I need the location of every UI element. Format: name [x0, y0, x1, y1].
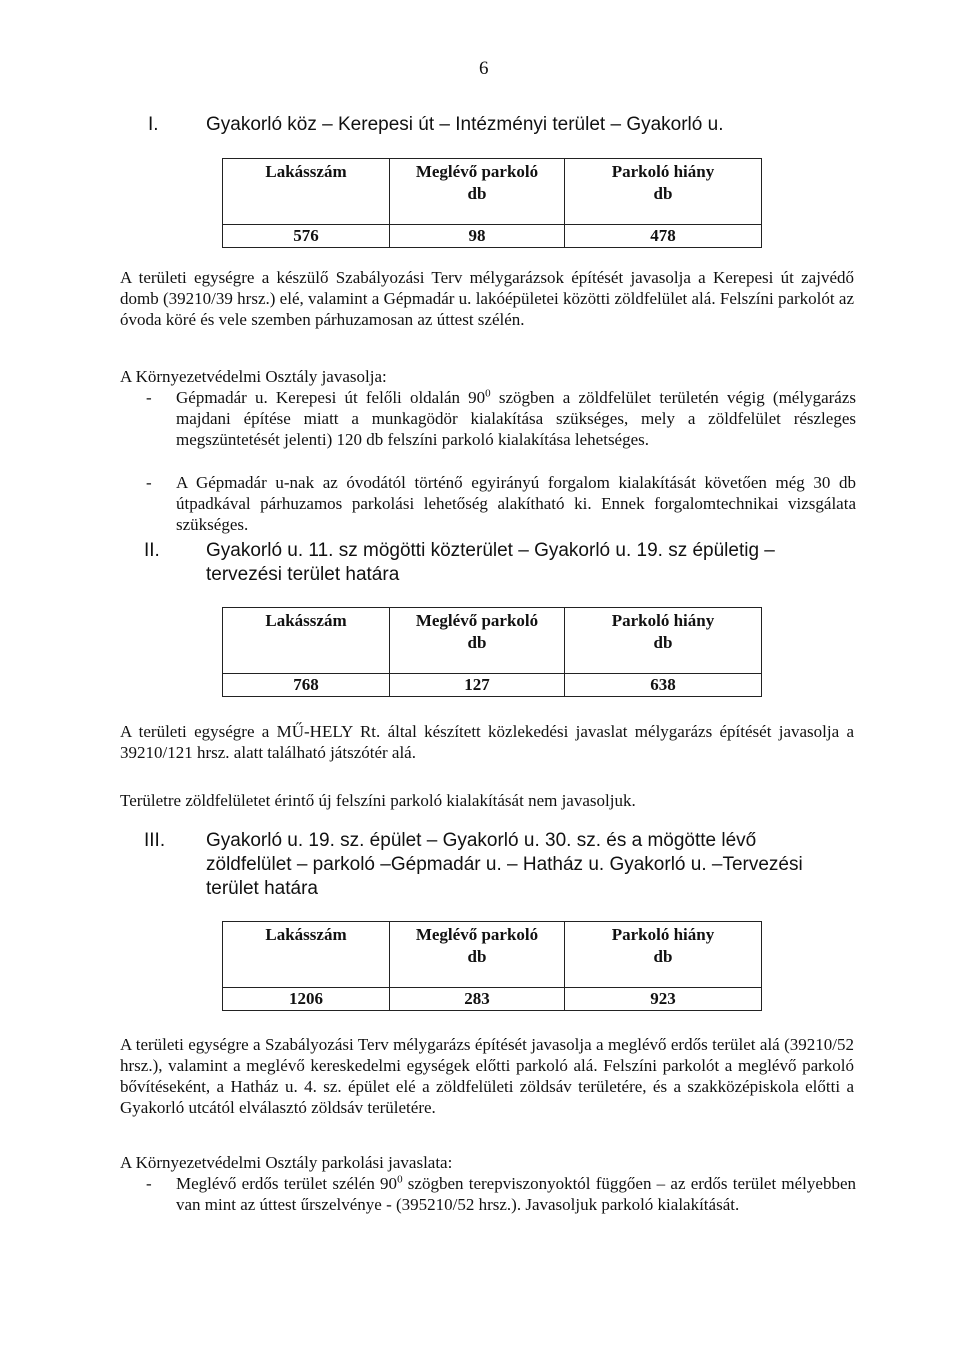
section1-env-heading: A Környezetvédelmi Osztály javasolja:	[120, 367, 387, 386]
section3-title-line3: terület határa	[206, 878, 318, 899]
bullet-dash: -	[146, 1174, 152, 1193]
section2-number: II.	[144, 540, 160, 561]
table-value-cell: 638	[565, 674, 762, 697]
section3-title-line1: Gyakorló u. 19. sz. épület – Gyakorló u. 30. sz. és a mögötte lévő	[206, 830, 757, 851]
table-value-cell: 98	[390, 225, 565, 248]
section1-title: Gyakorló köz – Kerepesi út – Intézményi terület – Gyakorló u.	[206, 114, 724, 135]
table-value-cell: 127	[390, 674, 565, 697]
table-header-cell: Lakásszám	[223, 608, 390, 674]
table-value-cell: 1206	[223, 988, 390, 1011]
section3-title-line2: zöldfelület – parkoló –Gépmadár u. – Hatház u. Gyakorló u. –Tervezési	[206, 854, 803, 875]
section3-number: III.	[144, 830, 166, 851]
bullet-dash: -	[146, 473, 152, 492]
page-number: 6	[479, 58, 489, 79]
section3-paragraph: A területi egységre a Szabályozási Terv mélygarázs építését javasolja a meglévő erdős terület alá (39210/52 hrsz.), valamint a meglévő kereskedelmi egységek előtti parkoló alá. Felszíni parkolót a meglévő parkoló bővítéseként, a Hatház u. 4. sz. épület elé a zöldfelületi zöldsáv területére, és a szakközépiskola előtti a Gyakorló utcától elválasztó zöldsáv területére.	[120, 1035, 854, 1117]
table-header-cell: Parkoló hiány db	[565, 159, 762, 225]
section2-paragraph-2: Területre zöldfelületet érintő új felszíni parkoló kialakítását nem javasoljuk.	[120, 791, 636, 810]
section3-table	[222, 921, 762, 1011]
section2-paragraph-1: A területi egységre a MŰ-HELY Rt. által készített közlekedési javaslat mélygarázs építését javasolja a 39210/121 hrsz. alatt található játszótér alá.	[120, 722, 854, 762]
table-header-cell: Meglévő parkoló db	[390, 608, 565, 674]
bullet-text: Meglévő erdős terület szélén $90^0$ szögben terepviszonyoktól függően – az erdős terület mélyebben van mint az úttest űrszelvénye - (395210/52 hrsz.). Javasoljuk parkoló kialakítását.	[176, 1173, 857, 1214]
section2-title-line2: tervezési terület határa	[206, 564, 400, 585]
table-value-cell: 923	[565, 988, 762, 1011]
section1-heading	[148, 114, 848, 138]
section3-env-heading: A Környezetvédelmi Osztály parkolási javaslata:	[120, 1153, 453, 1172]
table-header-cell: Meglévő parkoló db	[390, 159, 565, 225]
bullet-text: A Gépmadár u-nak az óvodától történő egyirányú forgalom kialakítását követően még 30 db útpadkával párhuzamos parkolási lehetőség alakítható ki. Ennek forgalomtechnikai vizsgálata szükséges.	[176, 473, 856, 534]
table-value-cell: 478	[565, 225, 762, 248]
section1-number: I.	[148, 114, 159, 135]
table-header-cell: Meglévő parkoló db	[390, 922, 565, 988]
bullet-dash: -	[146, 388, 152, 407]
table-value-cell: 576	[223, 225, 390, 248]
table-header-cell: Parkoló hiány db	[565, 922, 762, 988]
section2-table	[222, 607, 762, 697]
section1-table	[222, 158, 762, 248]
table-header-cell: Lakásszám	[223, 159, 390, 225]
section2-title-line1: Gyakorló u. 11. sz mögötti közterület – Gyakorló u. 19. sz épületig –	[206, 540, 775, 561]
section2-heading	[144, 540, 860, 586]
table-header-cell: Parkoló hiány db	[565, 608, 762, 674]
table-value-cell: 768	[223, 674, 390, 697]
bullet-text: Gépmadár u. Kerepesi út felőli oldalán $90^0$ szögben a zöldfelület területén végig (mélygarázs majdani építése miatt a munkagödör kialakítása szükséges, mely a zöldfelület részleges megszüntetését jelenti) 120 db felszíni parkoló kialakítása lehetséges.	[176, 387, 856, 449]
section1-paragraph: A területi egységre a készülő Szabályozási Terv mélygarázsok építését javasolja a Kerepesi út zajvédő domb (39210/39 hrsz.) elé, valamint a Gépmadár u. lakóépületei közötti zöldfelület alá. Felszíni parkolót az óvoda köré és vele szemben párhuzamosan az úttest szélén.	[120, 268, 854, 329]
table-header-cell: Lakásszám	[223, 922, 390, 988]
section3-heading	[144, 830, 868, 900]
table-value-cell: 283	[390, 988, 565, 1011]
